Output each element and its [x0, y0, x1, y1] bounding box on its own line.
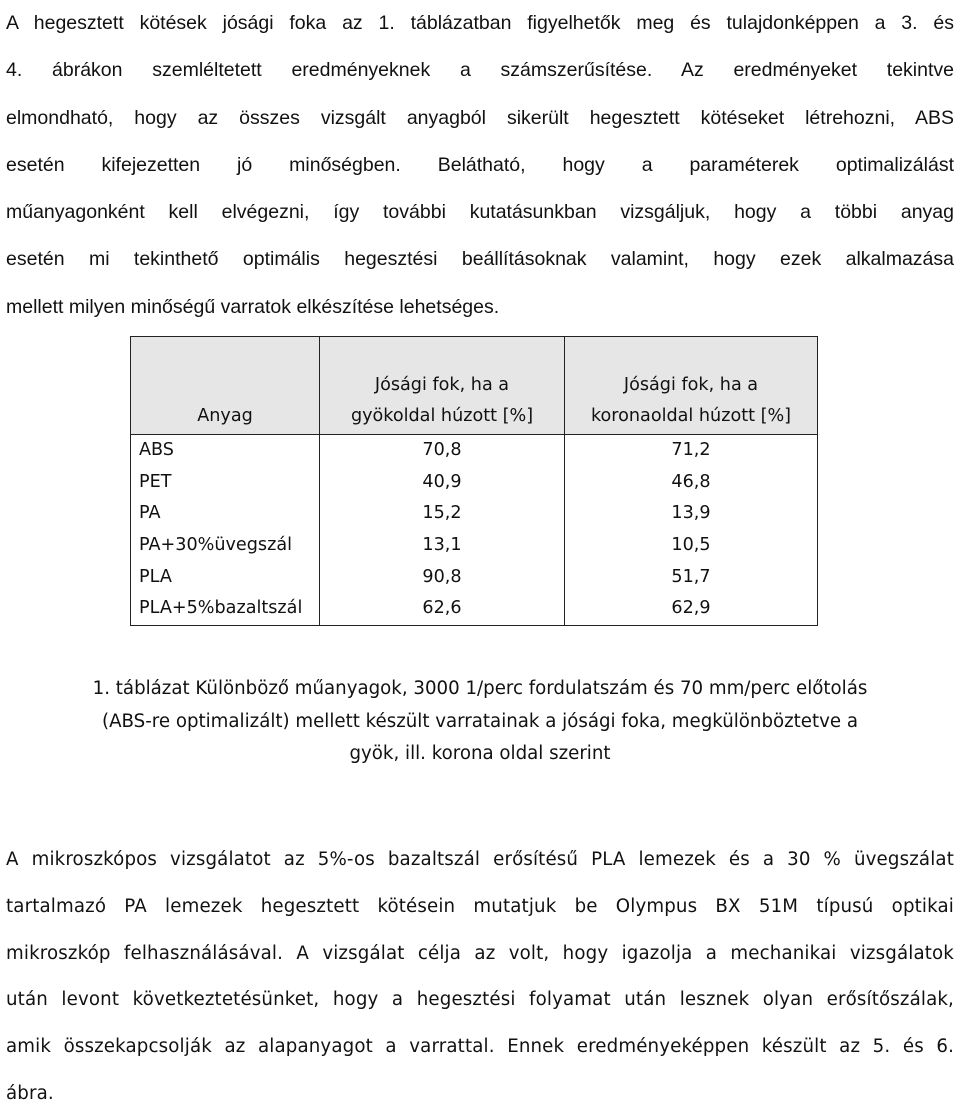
- paragraph-line: mikroszkóp felhasználásával. A vizsgálat célja az volt, hogy igazolja a mechanikai vizsgálatok: [6, 942, 954, 964]
- paragraph-line: műanyagonként kell elvégezni, így további kutatásunkban vizsgáljuk, hogy a többi anyag: [6, 201, 954, 224]
- table-row: [131, 467, 818, 499]
- table-row: [131, 498, 818, 530]
- cell-root-value: 15,2: [320, 498, 565, 530]
- intro-paragraph: [6, 0, 954, 331]
- table-row: [131, 593, 818, 625]
- cell-material: PLA: [131, 561, 320, 593]
- header-material: [131, 337, 320, 435]
- caption-line: gyök, ill. korona oldal szerint: [349, 743, 611, 764]
- paragraph-line: esetén kifejezetten jó minőségben. Belátható, hogy a paraméterek optimalizálást: [6, 153, 954, 176]
- cell-root-value: 70,8: [320, 435, 565, 467]
- cell-root-value: 40,9: [320, 467, 565, 499]
- cell-root-value: 62,6: [320, 593, 565, 625]
- cell-material: PA: [131, 498, 320, 530]
- caption-line: (ABS-re optimalizált) mellett készült varratainak a jósági foka, megkülönböztetve a: [101, 710, 859, 732]
- table-header: [131, 337, 818, 435]
- paragraph-line: ábra.: [6, 1082, 54, 1104]
- cell-root-value: 90,8: [320, 561, 565, 593]
- cell-material: PET: [131, 467, 320, 499]
- table-caption: [60, 673, 900, 771]
- paragraph-line: elmondható, hogy az összes vizsgált anyagból sikerült hegesztett kötéseket létrehozni, ABS: [6, 106, 954, 129]
- cell-crown-value: 62,9: [565, 593, 818, 625]
- caption-line: 1. táblázat Különböző műanyagok, 3000 1/perc fordulatszám és 70 mm/perc előtolás: [92, 678, 868, 699]
- paragraph-line: mellett milyen minőségű varratok elkészítése lehetséges.: [6, 295, 500, 318]
- cell-crown-value: 51,7: [565, 561, 818, 593]
- paragraph-line: A mikroszkópos vizsgálatot az 5%-os bazaltszál erősítésű PLA lemezek és a 30 % üvegszálat: [6, 849, 954, 870]
- paragraph-line: után levont következtetésünket, hogy a hegesztési folyamat után lesznek olyan erősítőszálak,: [6, 989, 954, 1011]
- table-row: [131, 435, 818, 467]
- paragraph-line: 4. ábrákon szemléltetett eredményeknek a számszerűsítése. Az eredményeket tekintve: [6, 59, 954, 82]
- header-root-side: [320, 337, 565, 435]
- header-material-label: Anyag: [197, 406, 253, 426]
- cell-material: ABS: [131, 435, 320, 467]
- header-root-line: gyökoldal húzott [%]: [350, 406, 534, 426]
- cell-crown-value: 71,2: [565, 435, 818, 467]
- header-crown-side: [565, 337, 818, 435]
- table-row: [131, 530, 818, 562]
- table-body: [131, 435, 818, 626]
- cell-crown-value: 13,9: [565, 498, 818, 530]
- header-crown-line: koronaoldal húzott [%]: [590, 406, 792, 426]
- table-row: [131, 561, 818, 593]
- cell-material: PLA+5%bazaltszál: [131, 593, 320, 625]
- paragraph-line: tartalmazó PA lemezek hegesztett kötésein mutatjuk be Olympus BX 51M típusú optikai: [6, 895, 954, 917]
- microscopy-paragraph: [6, 837, 954, 1118]
- table-header-row: [131, 337, 818, 435]
- cell-material: PA+30%üvegszál: [131, 530, 320, 562]
- cell-root-value: 13,1: [320, 530, 565, 562]
- header-root-line: Jósági fok, ha a: [374, 375, 510, 395]
- cell-crown-value: 10,5: [565, 530, 818, 562]
- paragraph-line: amik összekapcsolják az alapanyagot a varrattal. Ennek eredményeképpen készült az 5. és 6.: [6, 1036, 954, 1058]
- cell-crown-value: 46,8: [565, 467, 818, 499]
- header-crown-line: Jósági fok, ha a: [623, 375, 759, 395]
- paragraph-line: esetén mi tekinthető optimális hegesztési beállításoknak valamint, hogy ezek alkalmazása: [6, 248, 954, 271]
- paragraph-line: A hegesztett kötések jósági foka az 1. táblázatban figyelhetők meg és tulajdonképpen a 3. és: [6, 12, 954, 34]
- weld-efficiency-table: [130, 336, 818, 626]
